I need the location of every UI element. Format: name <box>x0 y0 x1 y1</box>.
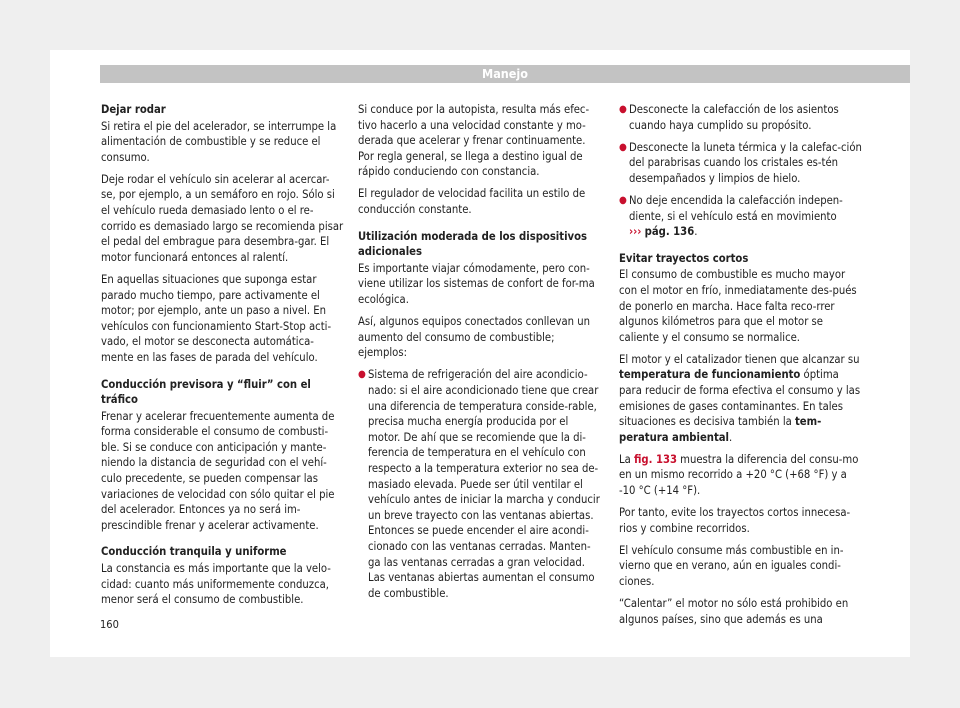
list-item <box>619 102 862 133</box>
paragraph: Si conduce por la autopista, resulta más efec-tivo hacerlo a una velocidad constante y mo-derada que acelerar y frenar continuamente. Por regla general, se llega a destino igual de rápido conduciendo con constancia. <box>358 103 590 179</box>
bullet-icon: ● <box>619 104 627 115</box>
text-run: muestra la diferencia del consu-mo en un mismo recorrido a +20 °C (+68 °F) y a -10 °C (+14 °F). <box>619 452 859 498</box>
paragraph: Por tanto, evite los trayectos cortos innecesa-rios y combine recorridos. <box>619 506 851 535</box>
paragraph: Si retira el pie del acelerador, se interrumpe la alimentación de combustible y se reduce el consumo. <box>101 119 337 164</box>
text-run: La <box>619 452 634 466</box>
list-item-body: No deje encendida la calefacción indepen-diente, si el vehículo está en movimiento <box>629 193 843 223</box>
list-item-text: Desconecte la calefacción de los asientos cuando haya cumplido su propósito. <box>629 103 839 132</box>
heading-trayectos-cortos: Evitar trayectos cortos <box>619 251 749 265</box>
page-reference-link[interactable]: pág. 136 <box>644 225 695 239</box>
paragraph <box>619 452 862 499</box>
paragraph: Es importante viajar cómodamente, pero con-viene utilizar los sistemas de confort de for-ma ecológica. <box>358 261 595 307</box>
list-item-text: Desconecte la luneta térmica y la calefac-ción del parabrisas cuando los cristales es-tén desempañados y limpios de hielo. <box>629 140 862 185</box>
column-middle <box>358 102 601 608</box>
paragraph: “Calentar” el motor no sólo está prohibido en algunos países, sino que además es una <box>619 597 849 626</box>
bullet-icon: ● <box>358 369 366 381</box>
paragraph: El vehículo consume más combustible en in-vierno que en verano, aún en iguales condi-ciones. <box>619 543 844 589</box>
reference-arrow-icon: ››› <box>629 225 642 239</box>
manual-page <box>50 50 910 657</box>
paragraph: La constancia es más importante que la velo-cidad: cuanto más uniformemente conduzca, menor será el consumo de combustible. <box>101 562 331 607</box>
text-run: . <box>729 430 733 444</box>
bullet-icon: ● <box>619 194 627 206</box>
bold-term: tem-peratura ambiental <box>619 415 822 444</box>
paragraph: El regulador de velocidad facilita un estilo de conducción constante. <box>358 187 586 217</box>
figure-reference-link[interactable]: fig. 133 <box>633 452 677 466</box>
list-item <box>358 367 601 601</box>
heading-conduccion-tranquila: Conducción tranquila y uniforme <box>101 545 287 559</box>
paragraph: Frenar y acelerar frecuentemente aumenta de forma considerable el consumo de combusti-ble. Si se conduce con anticipación y mante-niendo la distancia de seguridad con el vehí-culo precedente, se pueden compensar las variaciones de velocidad con sólo quitar el pie del acelerador. Entonces ya no será im-prescindible frenar y acelerar activamente. <box>101 409 335 532</box>
bold-term: temperatura de funcionamiento <box>619 368 801 382</box>
list-item <box>619 193 862 240</box>
paragraph: Deje rodar el vehículo sin acelerar al acercar-se, por ejemplo, a un semáforo en rojo. Sólo si el vehículo rueda demasiado lento o el re-corrido es demasiado largo se recomienda pisar el pedal del embrague para desembra-gar. El motor funcionará entonces al ralentí. <box>101 172 344 264</box>
page-number: 160 <box>100 618 119 631</box>
heading-conduccion-previsora: Conducción previsora y “fluir” con el tráfico <box>101 377 311 407</box>
paragraph: En aquellas situaciones que suponga estar parado mucho tiempo, pare activamente el motor; por ejemplo, ante un paso a nivel. En vehículos con funcionamiento Start-Stop acti-vado, el motor se desconecta automática-mente en las fases de parada del vehículo. <box>101 272 332 364</box>
list-item-text: Sistema de refrigeración del aire acondicio-nado: si el aire acondicionado tiene que crear una diferencia de temperatura conside-rable, precisa mucha energía producida por el motor. De ahí que se recomiende que la di-ferencia de temperatura en el vehículo con respecto a la temperatura exterior no sea de-masiado elevada. Puede ser útil ventilar el vehículo antes de iniciar la marcha y conducir un breve trayecto con las ventanas abiertas. Entonces se puede encender el aire acondi-cionado con las ventanas cerradas. Manten-ga las ventanas cerradas a gran velocidad. Las ventanas abiertas aumentan el consumo de combustible. <box>368 368 600 600</box>
section-header: Manejo <box>100 65 910 83</box>
column-right <box>619 102 862 634</box>
bullet-icon: ● <box>619 141 627 153</box>
column-left <box>101 102 344 614</box>
punctuation: . <box>694 225 698 239</box>
heading-dispositivos-adicionales: Utilización moderada de los dispositivos adicionales <box>358 229 587 259</box>
text-run: óptima para reducir de forma efectiva el consumo y las emisiones de gases contaminantes. En tales situaciones es decisiva también la <box>619 368 861 429</box>
heading-dejar-rodar: Dejar rodar <box>101 103 166 116</box>
paragraph: El consumo de combustible es mucho mayor con el motor en frío, inmediatamente des-pués de ponerlo en marcha. Hace falta reco-rrer algunos kilómetros para que el motor se caliente y el consumo se normalice. <box>619 268 857 344</box>
list-item <box>619 140 862 187</box>
list-item-text <box>629 193 862 240</box>
paragraph: Así, algunos equipos conectados conllevan un aumento del consumo de combustible; ejemplos: <box>358 315 590 360</box>
paragraph <box>619 352 862 446</box>
text-run: El motor y el catalizador tienen que alcanzar su <box>619 352 860 366</box>
